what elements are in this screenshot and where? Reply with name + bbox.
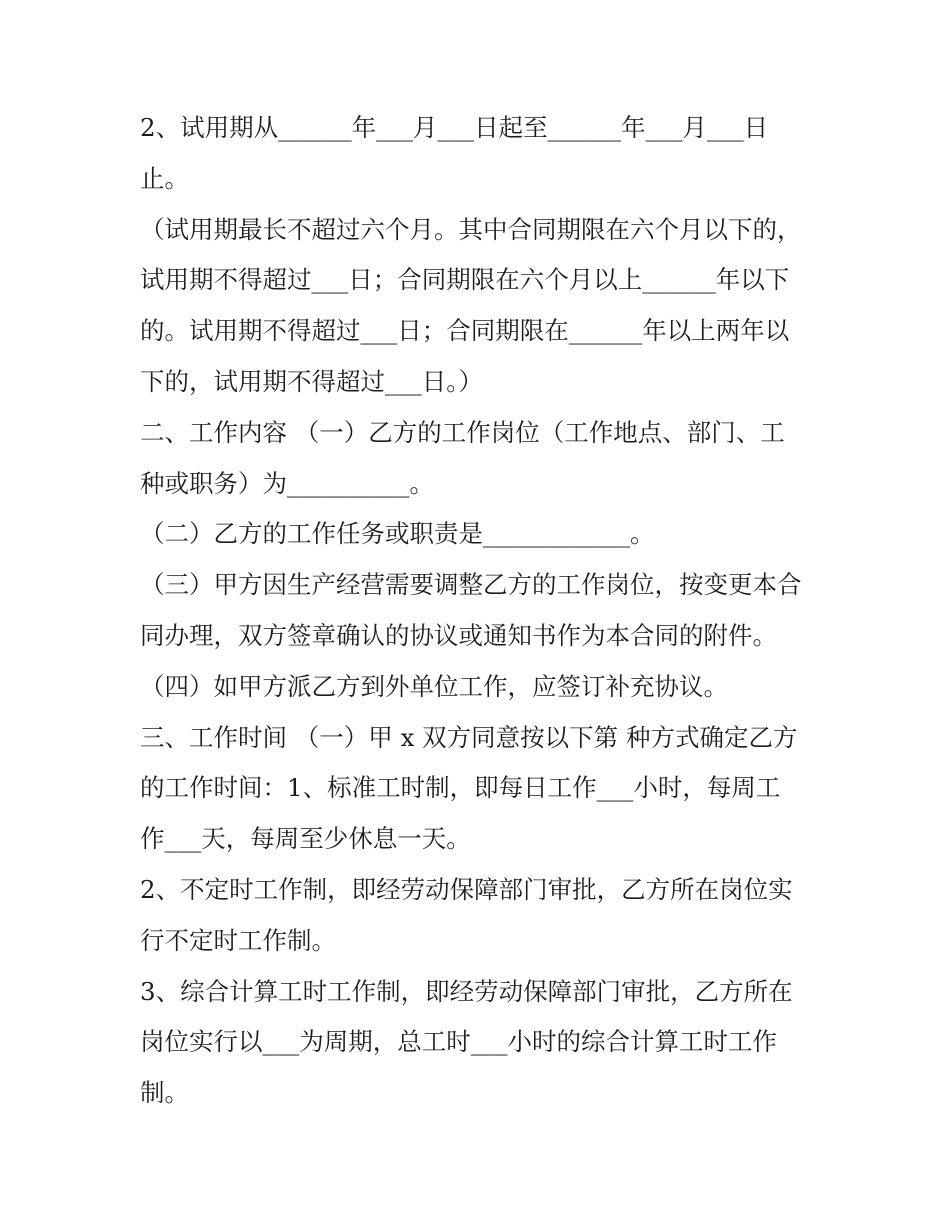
text-line: 的工作时间：1、标准工时制，即每日工作___小时，每周工: [140, 773, 781, 803]
text-line: 二、工作内容 （一）乙方的工作岗位（工作地点、部门、工: [140, 417, 785, 447]
text-line: 2、不定时工作制，即经劳动保障部门审批，乙方所在岗位实: [140, 874, 793, 904]
text-line: 同办理，双方签章确认的协议或通知书作为本合同的附件。: [140, 620, 777, 650]
text-line: 制。: [140, 1078, 189, 1108]
text-line: 种或职务）为__________。: [140, 468, 434, 498]
text-line: 3、综合计算工时工作制，即经劳动保障部门审批，乙方所在: [140, 976, 793, 1006]
text-line: 2、试用期从______年___月___日起至______年___月___日: [140, 113, 769, 142]
text-line: 下的，试用期不得超过___日。）: [140, 366, 483, 396]
text-line: 的。试用期不得超过___日；合同期限在______年以上两年以: [140, 316, 790, 346]
text-line: 行不定时工作制。: [140, 925, 336, 955]
document-body: [140, 103, 820, 1119]
text-line: （四）如甲方派乙方到外单位工作，应签订补充协议。: [140, 671, 728, 701]
text-line: 止。: [140, 163, 189, 193]
text-line: （二）乙方的工作任务或职责是____________。: [140, 519, 655, 549]
text-line: 作___天，每周至少休息一天。: [140, 824, 471, 854]
text-line: （三）甲方因生产经营需要调整乙方的工作岗位，按变更本合: [140, 570, 802, 600]
text-line: 岗位实行以___为周期，总工时___小时的综合计算工时工作: [140, 1027, 777, 1057]
text-line: 试用期不得超过___日；合同期限在六个月以上______年以下: [140, 265, 790, 295]
text-line: （试用期最长不超过六个月。其中合同期限在六个月以下的，: [140, 214, 802, 244]
text-line: 三、工作时间 （一）甲 x 双方同意按以下第 种方式确定乙方: [140, 722, 798, 752]
